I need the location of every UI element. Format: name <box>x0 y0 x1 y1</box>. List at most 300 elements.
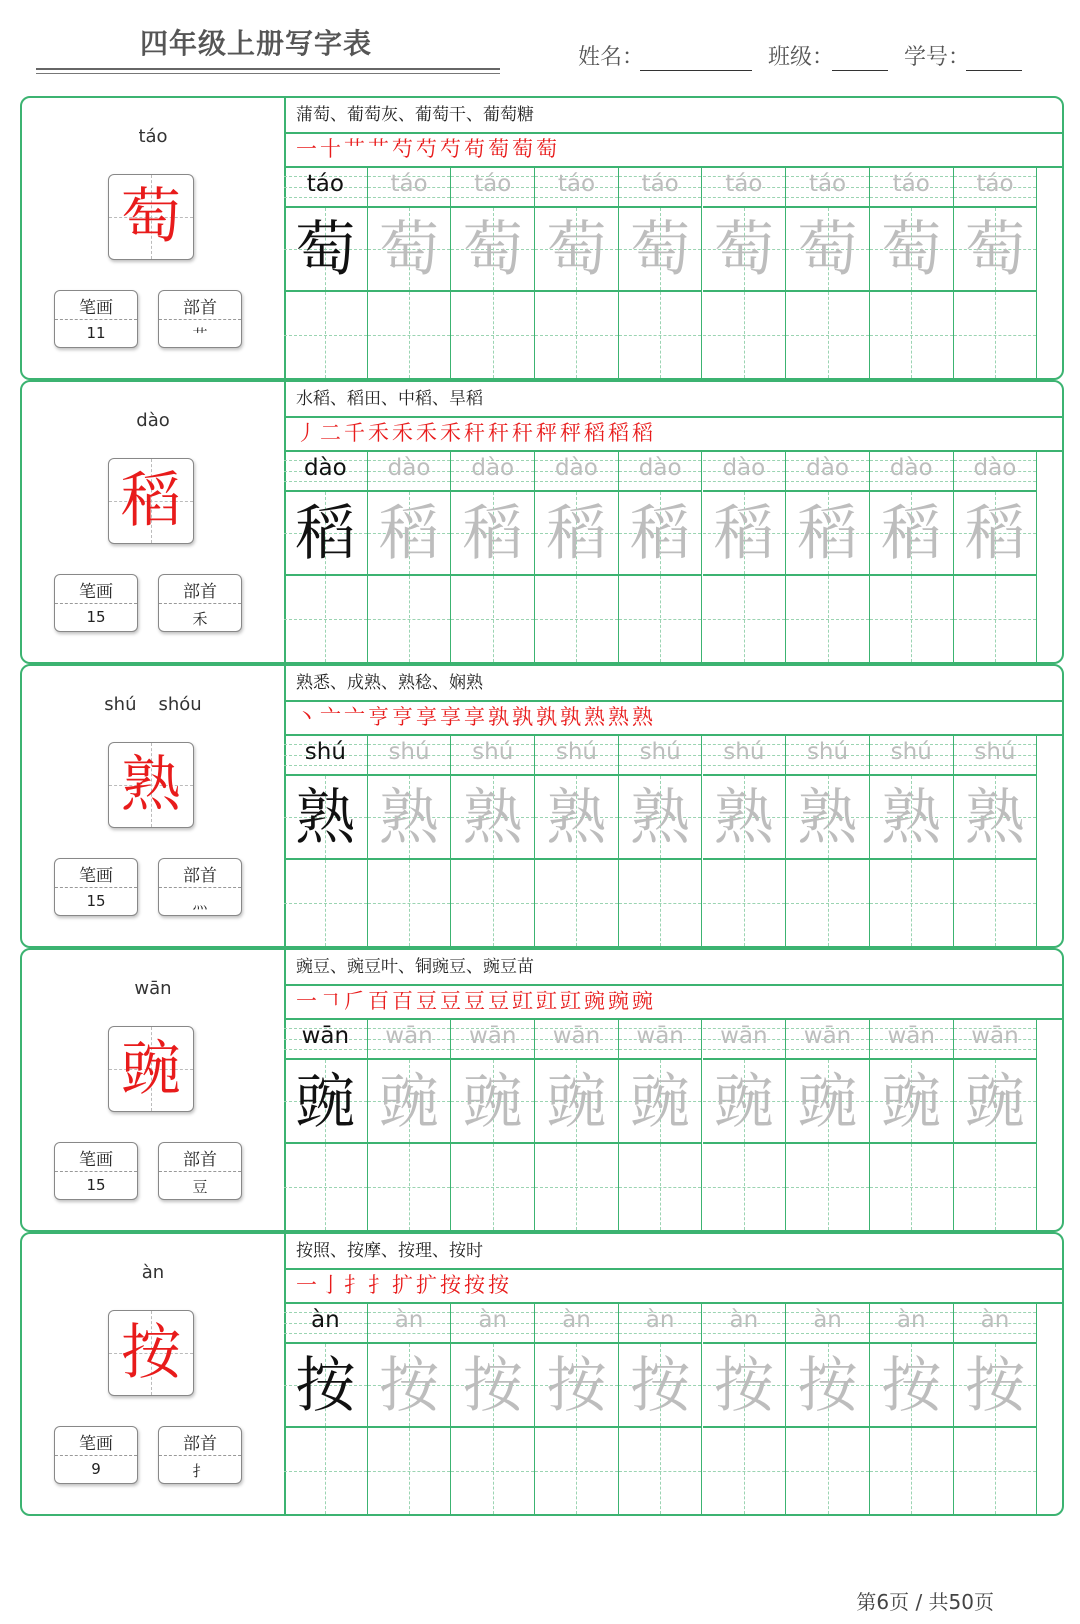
stroke-step: 豇 <box>560 989 582 1013</box>
pinyin-cell <box>954 1302 1038 1344</box>
stroke-count-value: 11 <box>86 324 106 342</box>
stroke-step: 千 <box>344 421 366 445</box>
stroke-step: 按 <box>464 1273 486 1297</box>
character-trace: 萄 <box>546 215 607 285</box>
character-trace: 熟 <box>462 783 523 853</box>
pinyin-cell <box>535 1018 619 1060</box>
stroke-count-value: 15 <box>86 1176 106 1194</box>
writing-cell[interactable] <box>284 860 368 946</box>
practice-panel <box>284 666 1062 946</box>
writing-cell[interactable] <box>703 292 787 378</box>
character-cell <box>368 492 452 576</box>
character-cell <box>870 492 954 576</box>
radical-label: 部首 <box>183 1150 217 1170</box>
writing-cell[interactable] <box>954 1428 1038 1514</box>
card-info-panel <box>22 382 286 662</box>
pinyin-cell <box>954 734 1038 776</box>
character-cell <box>284 492 368 576</box>
pinyin-trace: shú <box>890 739 932 765</box>
writing-cell[interactable] <box>451 576 535 662</box>
writing-cell[interactable] <box>703 576 787 662</box>
word-examples: 蒲萄、葡萄灰、葡萄干、葡萄糖 <box>284 98 1062 134</box>
character-cell <box>870 1344 954 1428</box>
stroke-step: 百 <box>368 989 390 1013</box>
pinyin-cell <box>284 166 368 208</box>
practice-panel <box>284 1234 1062 1514</box>
character-trace: 按 <box>881 1351 942 1421</box>
stroke-step: 秤 <box>560 421 582 445</box>
character-cell <box>786 776 870 860</box>
writing-cell[interactable] <box>284 1144 368 1230</box>
model-character: 豌 <box>121 1034 181 1104</box>
character-trace: 按 <box>713 1351 774 1421</box>
pinyin-trace: dào <box>387 455 431 481</box>
writing-cell[interactable] <box>368 292 452 378</box>
pinyin-cell <box>451 1302 535 1344</box>
character-cell <box>368 1060 452 1144</box>
practice-grid <box>284 1018 1062 1230</box>
pinyin-trace: àn <box>562 1307 591 1333</box>
character-cell <box>284 1060 368 1144</box>
pinyin-cell <box>368 734 452 776</box>
stroke-step: 丶 <box>296 705 318 729</box>
model-character-box <box>108 458 194 544</box>
pinyin-cell <box>535 1302 619 1344</box>
model-character: 按 <box>121 1318 181 1388</box>
character-cell <box>870 208 954 292</box>
character-trace: 按 <box>630 1351 691 1421</box>
character-trace: 稻 <box>546 499 607 569</box>
practice-panel <box>284 382 1062 662</box>
character-trace: 豌 <box>462 1067 523 1137</box>
character-cell <box>703 208 787 292</box>
pinyin-trace: dào <box>722 455 766 481</box>
character-cell <box>954 776 1038 860</box>
character-cell <box>619 1060 703 1144</box>
stroke-count-box <box>54 858 138 916</box>
stroke-step: 萄 <box>488 137 510 161</box>
character-trace: 稻 <box>379 499 440 569</box>
writing-cell[interactable] <box>703 860 787 946</box>
stroke-step: 豌 <box>584 989 606 1013</box>
character-cell <box>535 492 619 576</box>
page-footer: 第6页 / 共50页 <box>856 1590 994 1614</box>
pinyin-cell <box>368 1302 452 1344</box>
writing-cell[interactable] <box>368 860 452 946</box>
character-trace: 熟 <box>881 783 942 853</box>
pinyin-cell <box>368 450 452 492</box>
stroke-step: 稻 <box>632 421 654 445</box>
pinyin-trace: wān <box>971 1023 1019 1049</box>
stroke-count-value: 15 <box>86 608 106 626</box>
stroke-order-row <box>284 132 1062 168</box>
stroke-order-row <box>284 416 1062 452</box>
pinyin-cell <box>619 1018 703 1060</box>
pinyin-cell <box>870 1302 954 1344</box>
model-character-box <box>108 742 194 828</box>
character-card <box>20 1232 1064 1516</box>
pinyin-cell <box>703 1018 787 1060</box>
stroke-step: 𠃍 <box>320 989 342 1013</box>
writing-cell[interactable] <box>703 1144 787 1230</box>
stroke-count-label: 笔画 <box>79 1434 113 1454</box>
writing-cell[interactable] <box>451 1428 535 1514</box>
stroke-order-row <box>284 1268 1062 1304</box>
character-trace: 豌 <box>797 1067 858 1137</box>
pinyin-label: dào <box>136 410 170 431</box>
stroke-step: 芍 <box>440 137 462 161</box>
radical-box <box>158 858 242 916</box>
pinyin-trace: wān <box>887 1023 935 1049</box>
practice-panel <box>284 98 1062 378</box>
stroke-step: 亅 <box>320 1273 342 1297</box>
pinyin-trace: wān <box>636 1023 684 1049</box>
character-trace: 熟 <box>964 783 1025 853</box>
pinyin-trace: táo <box>306 171 344 197</box>
writing-cell[interactable] <box>954 1144 1038 1230</box>
pinyin-trace: shú <box>723 739 765 765</box>
practice-grid <box>284 166 1062 378</box>
model-character-box <box>108 1310 194 1396</box>
stroke-step: 禾 <box>416 421 438 445</box>
pinyin-cell <box>368 1018 452 1060</box>
pinyin-trace: shú <box>388 739 430 765</box>
card-info-panel <box>22 98 286 378</box>
pinyin-trace: àn <box>813 1307 842 1333</box>
model-character-box <box>108 174 194 260</box>
pinyin-trace: shú <box>639 739 681 765</box>
stroke-step: 禾 <box>368 421 390 445</box>
writing-cell[interactable] <box>368 1428 452 1514</box>
stroke-step: 萄 <box>512 137 534 161</box>
stroke-count-box <box>54 1142 138 1200</box>
stroke-step: 芍 <box>392 137 414 161</box>
stroke-step: 亠 <box>344 705 366 729</box>
pinyin-trace: àn <box>645 1307 675 1333</box>
stroke-step: 二 <box>320 421 342 445</box>
stroke-step: 亨 <box>392 705 414 729</box>
pinyin-trace: shú <box>806 739 849 765</box>
stroke-count-label: 笔画 <box>79 582 113 602</box>
pinyin-cell <box>870 1018 954 1060</box>
stroke-step: 艹 <box>368 137 390 161</box>
pinyin-cell <box>619 734 703 776</box>
writing-cell[interactable] <box>954 860 1038 946</box>
writing-cell[interactable] <box>703 1428 787 1514</box>
pinyin-cell <box>619 450 703 492</box>
stroke-step: 扩 <box>416 1273 438 1297</box>
pinyin-cell <box>619 166 703 208</box>
character-trace: 萄 <box>797 215 858 285</box>
pinyin-cell <box>451 734 535 776</box>
character-trace: 稻 <box>881 499 942 569</box>
character-cell <box>451 776 535 860</box>
writing-cell[interactable] <box>870 1428 954 1514</box>
writing-cell[interactable] <box>284 292 368 378</box>
radical-box <box>158 1142 242 1200</box>
writing-cell[interactable] <box>619 576 703 662</box>
writing-cell[interactable] <box>619 860 703 946</box>
stroke-step: 一 <box>296 989 318 1013</box>
writing-cell[interactable] <box>284 1428 368 1514</box>
stroke-step: 扌 <box>368 1273 390 1297</box>
radical-value: 禾 <box>192 610 208 628</box>
pinyin-trace: dào <box>973 455 1017 481</box>
stroke-count-label: 笔画 <box>79 298 113 318</box>
writing-cell[interactable] <box>870 1144 954 1230</box>
writing-cell[interactable] <box>284 576 368 662</box>
character-cell <box>703 1344 787 1428</box>
writing-cell[interactable] <box>954 576 1038 662</box>
pinyin-trace: táo <box>808 171 847 197</box>
character-cell <box>535 1060 619 1144</box>
writing-cell[interactable] <box>368 576 452 662</box>
stroke-step: 亨 <box>368 705 390 729</box>
writing-cell[interactable] <box>786 860 870 946</box>
writing-cell[interactable] <box>535 576 619 662</box>
pinyin-trace: wān <box>301 1023 350 1049</box>
character-trace: 按 <box>462 1351 523 1421</box>
stroke-step: 孰 <box>512 705 534 729</box>
radical-label: 部首 <box>183 1434 217 1454</box>
stroke-step: 扩 <box>392 1273 414 1297</box>
pinyin-trace: táo <box>725 171 763 197</box>
name-field[interactable] <box>640 70 752 71</box>
pinyin-cell <box>535 734 619 776</box>
pinyin-trace: táo <box>390 171 428 197</box>
stroke-step: 熟 <box>608 705 630 729</box>
pinyin-trace: wān <box>468 1023 517 1049</box>
pinyin-cell <box>786 1302 870 1344</box>
class-label: 班级： <box>768 45 835 70</box>
radical-label: 部首 <box>183 298 217 318</box>
character-cell <box>284 1344 368 1428</box>
writing-cell[interactable] <box>619 1428 703 1514</box>
character-trace: 稻 <box>462 499 523 569</box>
pinyin-cell <box>786 450 870 492</box>
stroke-step: 苟 <box>464 137 486 161</box>
writing-cell[interactable] <box>786 1144 870 1230</box>
pinyin-cell <box>870 166 954 208</box>
character-trace: 豌 <box>379 1067 440 1137</box>
pinyin-cell <box>284 450 368 492</box>
stroke-step: 豌 <box>632 989 654 1013</box>
character-cell <box>703 492 787 576</box>
pinyin-trace: àn <box>311 1307 340 1333</box>
character-trace: 萄 <box>713 215 774 285</box>
pinyin-cell <box>703 166 787 208</box>
writing-cell[interactable] <box>451 292 535 378</box>
radical-value: 灬 <box>192 894 208 912</box>
pinyin-cell <box>368 166 452 208</box>
character-cell <box>619 1344 703 1428</box>
character-trace: 萄 <box>379 215 440 285</box>
character-cell <box>535 776 619 860</box>
character-cell <box>451 1344 535 1428</box>
stroke-step: 秤 <box>536 421 558 445</box>
character-trace: 豌 <box>630 1067 691 1137</box>
pinyin-cell <box>870 450 954 492</box>
radical-value: 艹 <box>192 326 208 344</box>
character-trace: 萄 <box>295 215 356 285</box>
stroke-step: 秆 <box>488 421 510 445</box>
card-info-panel <box>22 1234 286 1514</box>
character-cell <box>703 776 787 860</box>
pinyin-cell <box>451 450 535 492</box>
writing-cell[interactable] <box>786 1428 870 1514</box>
card-info-panel <box>22 950 286 1230</box>
character-trace: 按 <box>797 1351 858 1421</box>
stroke-step: 一 <box>296 137 318 161</box>
writing-cell[interactable] <box>535 860 619 946</box>
radical-box <box>158 290 242 348</box>
writing-cell[interactable] <box>870 860 954 946</box>
pinyin-cell <box>451 1018 535 1060</box>
model-character: 熟 <box>121 750 181 820</box>
pinyin-trace: àn <box>729 1307 759 1333</box>
character-cell <box>954 208 1038 292</box>
writing-cell[interactable] <box>870 576 954 662</box>
character-cell <box>368 1344 452 1428</box>
pinyin-cell <box>535 166 619 208</box>
character-cell <box>786 1060 870 1144</box>
character-cell <box>368 208 452 292</box>
stroke-step: 禾 <box>440 421 462 445</box>
stroke-step: 十 <box>320 137 342 161</box>
writing-cell[interactable] <box>535 292 619 378</box>
pinyin-cell <box>954 1018 1038 1060</box>
pinyin-cell <box>786 166 870 208</box>
pinyin-cell <box>954 166 1038 208</box>
class-field[interactable] <box>832 70 888 71</box>
pinyin-trace: táo <box>557 171 596 197</box>
character-cell <box>619 492 703 576</box>
character-trace: 按 <box>964 1351 1025 1421</box>
character-cell <box>954 1060 1038 1144</box>
character-trace: 萄 <box>462 215 523 285</box>
character-trace: 萄 <box>964 215 1025 285</box>
pinyin-label: wān <box>134 978 172 999</box>
character-cell <box>619 776 703 860</box>
stroke-step: 豆 <box>416 989 438 1013</box>
character-cell <box>870 776 954 860</box>
stroke-step: 一 <box>296 1273 318 1297</box>
stroke-step: 豇 <box>512 989 534 1013</box>
pinyin-cell <box>703 734 787 776</box>
pinyin-label: táo <box>138 126 168 147</box>
stroke-count-value: 15 <box>86 892 106 910</box>
pinyin-trace: dào <box>471 455 515 481</box>
writing-cell[interactable] <box>535 1144 619 1230</box>
pinyin-trace: táo <box>641 171 679 197</box>
pinyin-label: àn <box>141 1262 165 1283</box>
pinyin-cell <box>954 450 1038 492</box>
pinyin-trace: táo <box>474 171 512 197</box>
pinyin-trace: dào <box>555 455 598 481</box>
writing-cell[interactable] <box>619 1144 703 1230</box>
character-trace: 稻 <box>797 499 858 569</box>
writing-cell[interactable] <box>786 292 870 378</box>
pinyin-trace: dào <box>806 455 849 481</box>
writing-cell[interactable] <box>954 292 1038 378</box>
stroke-count-box <box>54 1426 138 1484</box>
writing-cell[interactable] <box>786 576 870 662</box>
stroke-step: 百 <box>392 989 414 1013</box>
character-cell <box>786 492 870 576</box>
pinyin-trace: àn <box>896 1307 926 1333</box>
pinyin-trace: wān <box>552 1023 601 1049</box>
radical-value: 扌 <box>192 1462 208 1480</box>
character-trace: 稻 <box>630 499 691 569</box>
pinyin-cell <box>786 1018 870 1060</box>
writing-cell[interactable] <box>535 1428 619 1514</box>
stroke-step: 秆 <box>464 421 486 445</box>
pinyin-cell <box>786 734 870 776</box>
practice-panel <box>284 950 1062 1230</box>
pinyin-trace: shú <box>472 739 514 765</box>
character-cell <box>954 492 1038 576</box>
character-trace: 熟 <box>630 783 691 853</box>
pinyin-trace: shú <box>555 739 597 765</box>
page-title: 四年级上册写字表 <box>140 27 373 60</box>
stroke-step: 熟 <box>584 705 606 729</box>
practice-grid <box>284 734 1062 946</box>
writing-cell[interactable] <box>619 292 703 378</box>
writing-cell[interactable] <box>368 1144 452 1230</box>
pinyin-trace: wān <box>803 1023 852 1049</box>
pinyin-trace: dào <box>889 455 933 481</box>
stroke-order-row <box>284 984 1062 1020</box>
stroke-step: 禾 <box>392 421 414 445</box>
writing-cell[interactable] <box>870 292 954 378</box>
stroke-step: 丿 <box>296 421 318 445</box>
title-underline-2 <box>36 73 500 74</box>
pinyin-trace: dào <box>303 455 347 481</box>
character-card <box>20 664 1064 948</box>
stroke-step: 按 <box>488 1273 510 1297</box>
pinyin-cell <box>535 450 619 492</box>
number-field[interactable] <box>966 70 1022 71</box>
stroke-count-box <box>54 290 138 348</box>
character-trace: 熟 <box>546 783 607 853</box>
stroke-step: 孰 <box>560 705 582 729</box>
character-card <box>20 948 1064 1232</box>
character-trace: 熟 <box>295 783 356 853</box>
stroke-count-value: 9 <box>91 1460 101 1478</box>
character-trace: 豌 <box>964 1067 1025 1137</box>
pinyin-label: shú shóu <box>104 694 202 715</box>
pinyin-cell <box>284 1302 368 1344</box>
writing-cell[interactable] <box>451 1144 535 1230</box>
writing-cell[interactable] <box>451 860 535 946</box>
stroke-step: 享 <box>440 705 462 729</box>
character-trace: 豌 <box>546 1067 607 1137</box>
character-card <box>20 380 1064 664</box>
title-underline <box>36 68 500 70</box>
character-trace: 熟 <box>713 783 774 853</box>
character-cell <box>451 492 535 576</box>
stroke-step: 按 <box>440 1273 462 1297</box>
model-character-box <box>108 1026 194 1112</box>
character-cell <box>870 1060 954 1144</box>
character-cell <box>284 208 368 292</box>
pinyin-trace: shú <box>974 739 1016 765</box>
character-trace: 按 <box>546 1351 607 1421</box>
pinyin-trace: àn <box>478 1307 508 1333</box>
character-trace: 稻 <box>713 499 774 569</box>
pinyin-trace: àn <box>980 1307 1010 1333</box>
stroke-step: 豆 <box>488 989 510 1013</box>
